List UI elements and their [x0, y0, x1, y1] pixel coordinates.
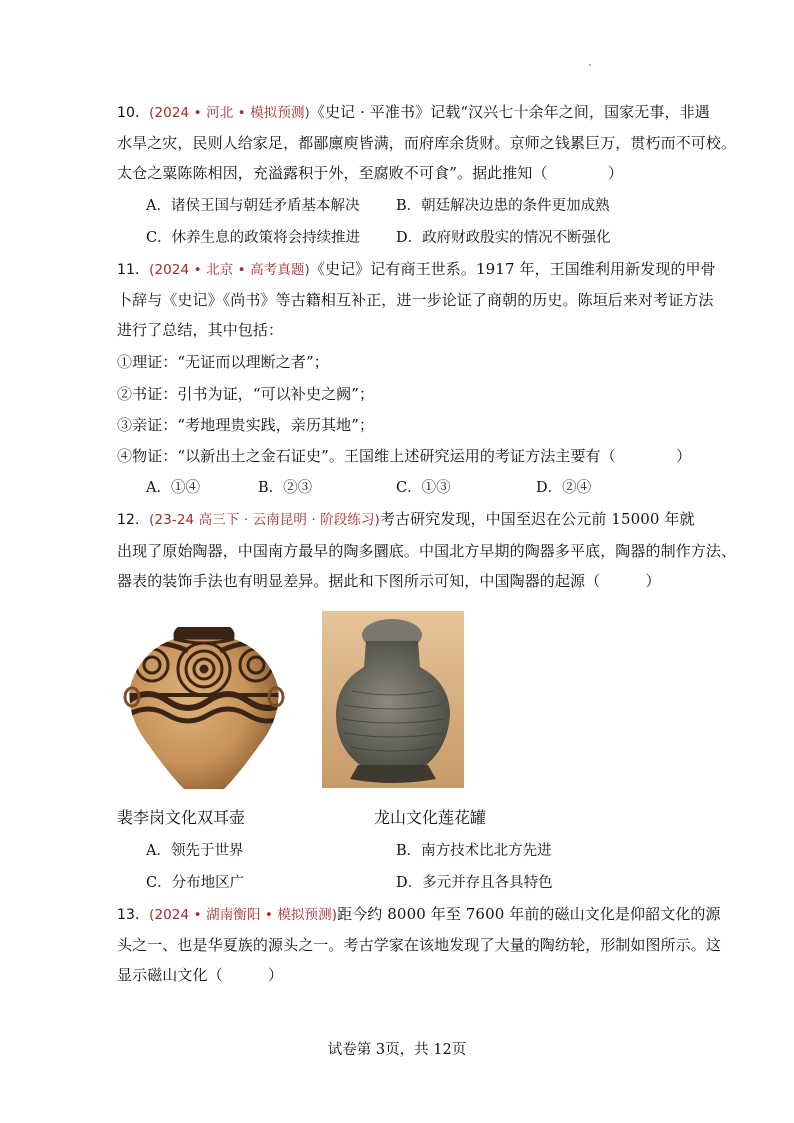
q10-text-1: 《史记 · 平准书》记载“汉兴七十余年之间，国家无事，非遇: [309, 103, 710, 121]
q11-option-a[interactable]: A．①④: [146, 480, 200, 496]
longshan-lotus-jar-image: [322, 611, 464, 788]
peiligang-double-eared-pot-image: [118, 617, 290, 793]
q10-option-b[interactable]: B．朝廷解决边患的条件更加成熟: [396, 198, 610, 214]
q11-line-1: [117, 259, 716, 280]
q10-option-c[interactable]: C．休养生息的政策将会持续推进: [146, 230, 361, 246]
q12-option-c[interactable]: C．分布地区广: [146, 875, 245, 891]
q11-line-2: 卜辞与《史记》《尚书》等古籍相互补正，进一步论证了商朝的历史。陈垣后来对考证方法: [117, 291, 714, 309]
q12-line-3: 器表的装饰手法也有明显差异。据此和下图所示可知，中国陶器的起源（ ）: [117, 572, 661, 590]
q10-line-2: 水旱之灾，民则人给家足，都鄙廪庾皆满，而府库余货财。京师之钱累巨万，贯朽而不可校。: [117, 134, 737, 152]
q10-line-3: 太仓之粟陈陈相因，充溢露积于外，至腐败不可食”。据此推知（ ）: [117, 164, 624, 182]
q13-line-3: 显示磁山文化（ ）: [117, 966, 284, 984]
q12-source-tag: (23-24 高三下 · 云南昆明 · 阶段练习): [149, 512, 380, 528]
q11-source-tag: (2024 • 北京 • 高考真题): [149, 262, 310, 278]
q12-line-1: [117, 509, 695, 530]
q11-option-b[interactable]: B．②③: [258, 480, 313, 496]
q12-option-b[interactable]: B．南方技术比北方先进: [396, 843, 552, 859]
corner-mark: [589, 64, 591, 66]
q11-item-3: ③亲证：“考地理贵实践，亲历其地”；: [117, 416, 375, 434]
q10-source-tag: (2024 • 河北 • 模拟预测): [149, 105, 310, 121]
q10-number: 10．: [117, 105, 150, 121]
q13-number: 13．: [117, 907, 150, 923]
page-footer: 试卷第 3页，共 12页: [327, 1042, 467, 1058]
q11-number: 11．: [117, 262, 150, 278]
q12-number: 12．: [117, 512, 150, 528]
q11-item-2: ②书证：引书为证，“可以补史之阙”；: [117, 385, 375, 403]
q12-line-2: 出现了原始陶器，中国南方最早的陶多圜底。中国北方早期的陶器多平底，陶器的制作方法、: [117, 542, 737, 560]
q11-line-3: 进行了总结，其中包括：: [117, 321, 284, 339]
q12-caption-right: 龙山文化莲花罐: [374, 808, 487, 827]
q11-item-4: ④物证：“以新出土之金石证史”。王国维上述研究运用的考证方法主要有（ ）: [117, 447, 692, 465]
q12-option-a[interactable]: A．领先于世界: [146, 843, 244, 859]
q11-option-c[interactable]: C．①③: [396, 480, 451, 496]
q10-option-d[interactable]: D．政府财政殷实的情况不断强化: [396, 230, 611, 246]
q12-caption-left: 裴李岗文化双耳壶: [117, 808, 246, 827]
q13-line-2: 头之一、也是华夏族的源头之一。考古学家在该地发现了大量的陶纺轮，形制如图所示。这: [117, 936, 722, 954]
q13-line-1: [117, 904, 721, 925]
q13-text-1: 距今约 8000 年至 7600 年前的磁山文化是仰韶文化的源: [337, 905, 721, 923]
q11-option-d[interactable]: D．②④: [536, 480, 592, 496]
q11-text-1: 《史记》记有商王世系。1917 年，王国维利用新发现的甲骨: [309, 260, 716, 278]
q10-line-1: [117, 102, 710, 123]
q12-text-1: 考古研究发现，中国至迟在公元前 15000 年就: [379, 510, 695, 528]
q10-option-a[interactable]: A．诸侯王国与朝廷矛盾基本解决: [146, 198, 360, 214]
q13-source-tag: (2024 • 湖南衡阳 • 模拟预测): [149, 907, 338, 923]
q12-option-d[interactable]: D．多元并存且各具特色: [396, 875, 553, 891]
q11-item-1: ①理证：“无证而以理断之者”；: [117, 353, 329, 371]
